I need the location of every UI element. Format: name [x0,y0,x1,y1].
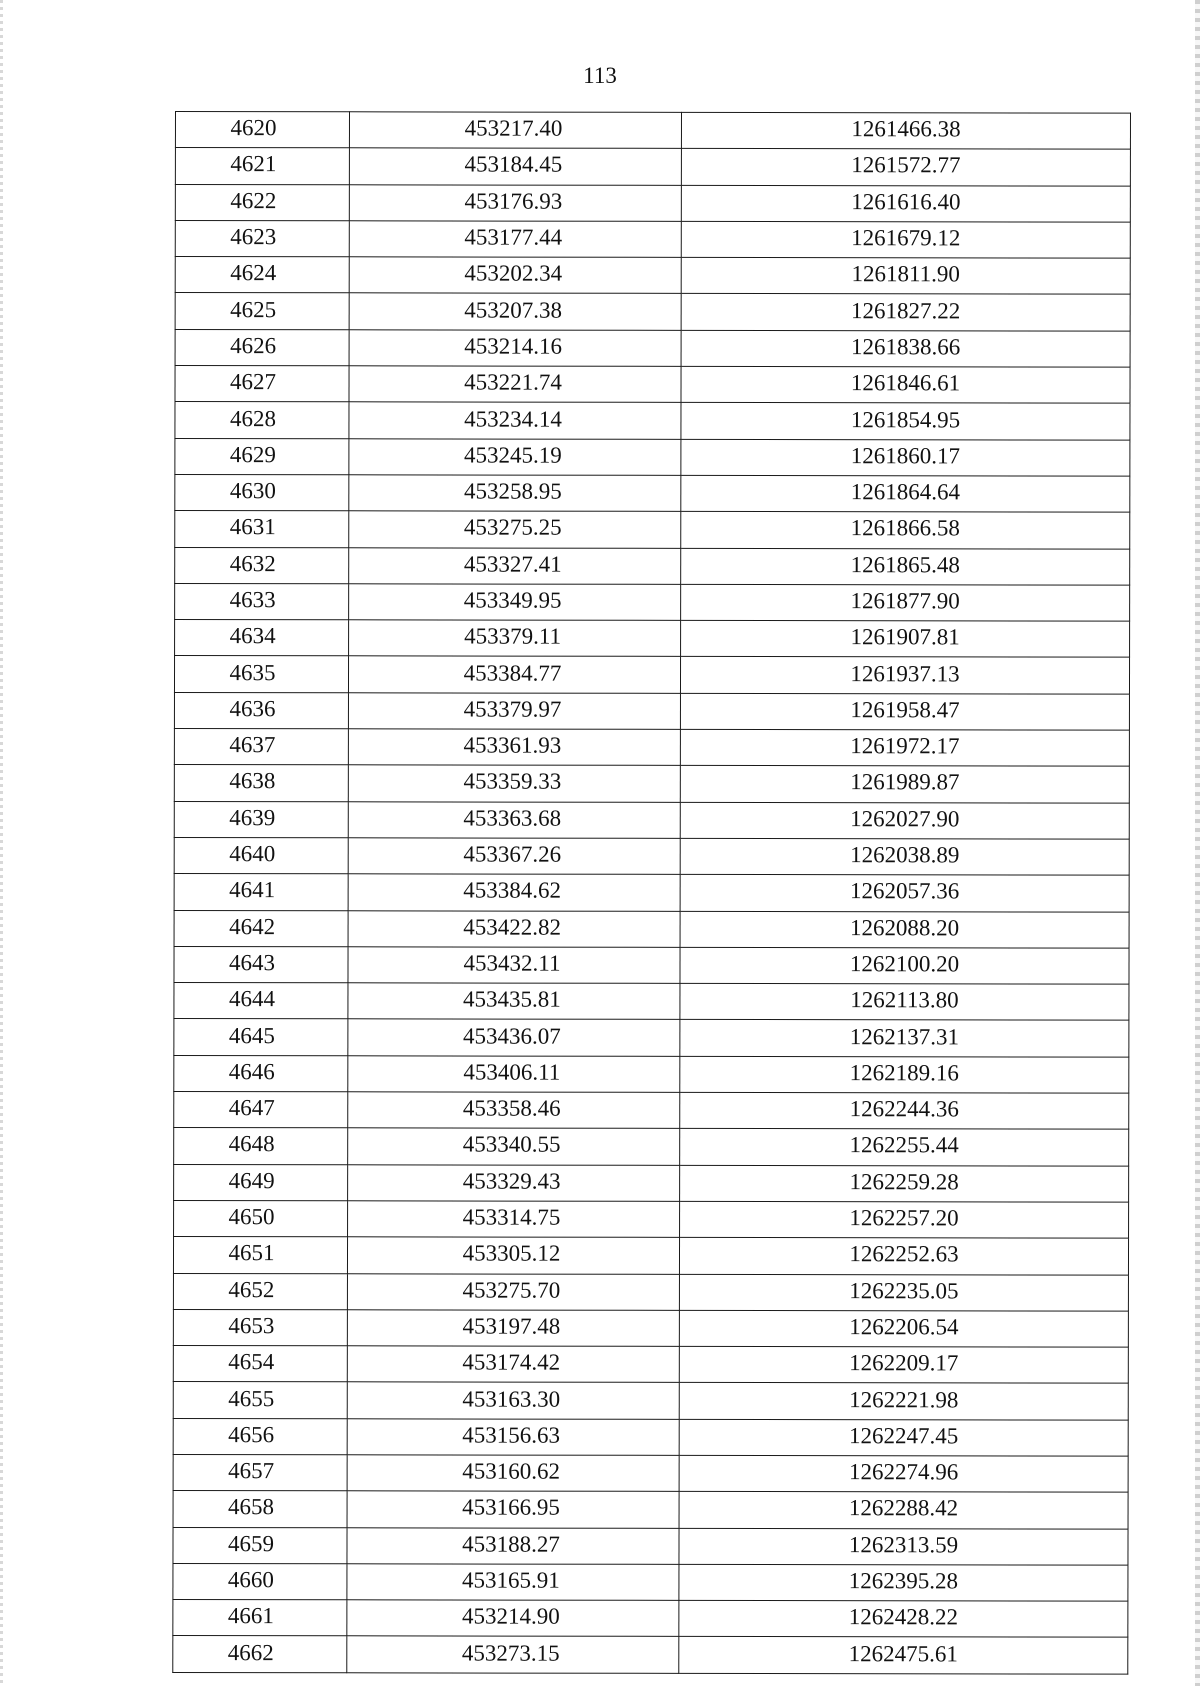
table-row [174,874,1129,912]
x-coordinate-cell: 453207.38 [349,293,681,330]
y-coordinate-cell: 1261838.66 [681,330,1130,367]
y-coordinate-cell: 1261989.87 [680,766,1129,803]
y-coordinate-cell: 1262475.61 [679,1637,1128,1674]
point-id-cell: 4659 [173,1527,347,1564]
y-coordinate-cell: 1262113.80 [680,984,1129,1021]
x-coordinate-cell: 453361.93 [348,729,680,766]
table-row [174,837,1129,875]
point-id-cell: 4623 [175,220,349,257]
point-id-cell: 4657 [173,1454,347,1491]
y-coordinate-cell: 1262244.36 [680,1092,1129,1129]
y-coordinate-cell: 1261877.90 [681,584,1130,621]
coordinate-table [172,111,1131,1674]
x-coordinate-cell: 453217.40 [349,112,681,149]
y-coordinate-cell: 1261907.81 [681,621,1130,658]
table-row [173,1382,1128,1420]
x-coordinate-cell: 453156.63 [347,1418,679,1455]
y-coordinate-cell: 1261854.95 [681,403,1130,440]
scan-edge-right [1195,0,1200,1686]
y-coordinate-cell: 1262057.36 [680,875,1129,912]
x-coordinate-cell: 453422.82 [348,910,680,947]
point-id-cell: 4650 [174,1200,348,1237]
y-coordinate-cell: 1262209.17 [679,1346,1128,1383]
table-row [173,1237,1128,1275]
table-row [174,656,1129,694]
x-coordinate-cell: 453214.90 [347,1600,679,1637]
y-coordinate-cell: 1262235.05 [679,1274,1128,1311]
point-id-cell: 4644 [174,983,348,1020]
table-row [173,1491,1128,1529]
point-id-cell: 4646 [174,1055,348,1092]
table-row [173,1454,1128,1492]
table-row [175,293,1130,331]
point-id-cell: 4643 [174,946,348,983]
point-id-cell: 4641 [174,874,348,911]
y-coordinate-cell: 1262428.22 [679,1601,1128,1638]
point-id-cell: 4652 [173,1273,347,1310]
x-coordinate-cell: 453327.41 [349,547,681,584]
table-row [175,511,1130,549]
y-coordinate-cell: 1262206.54 [679,1310,1128,1347]
point-id-cell: 4656 [173,1418,347,1455]
point-id-cell: 4647 [174,1092,348,1129]
y-coordinate-cell: 1261846.61 [681,366,1130,403]
x-coordinate-cell: 453314.75 [348,1201,680,1238]
point-id-cell: 4638 [174,765,348,802]
x-coordinate-cell: 453340.55 [348,1128,680,1165]
table-row [174,692,1129,730]
page-number: 113 [583,63,617,88]
x-coordinate-cell: 453221.74 [349,366,681,403]
table-row [173,1418,1128,1456]
point-id-cell: 4627 [175,366,349,403]
y-coordinate-cell: 1262259.28 [680,1165,1129,1202]
x-coordinate-cell: 453273.15 [347,1636,679,1673]
table-row [173,1636,1128,1674]
x-coordinate-cell: 453435.81 [348,983,680,1020]
point-id-cell: 4653 [173,1309,347,1346]
y-coordinate-cell: 1261572.77 [681,149,1130,186]
table-row [174,1092,1129,1130]
table-row [175,184,1130,222]
y-coordinate-cell: 1262247.45 [679,1419,1128,1456]
x-coordinate-cell: 453358.46 [348,1092,680,1129]
x-coordinate-cell: 453384.62 [348,874,680,911]
point-id-cell: 4622 [175,184,349,221]
x-coordinate-cell: 453384.77 [348,656,680,693]
point-id-cell: 4634 [175,620,349,657]
table-row [173,1346,1128,1384]
table-row [174,765,1129,803]
table-row [174,910,1129,948]
point-id-cell: 4630 [175,474,349,511]
table-row [174,1200,1129,1238]
point-id-cell: 4655 [173,1382,347,1419]
y-coordinate-cell: 1261860.17 [681,439,1130,476]
x-coordinate-cell: 453305.12 [347,1237,679,1274]
x-coordinate-cell: 453166.95 [347,1491,679,1528]
y-coordinate-cell: 1262257.20 [680,1201,1129,1238]
point-id-cell: 4658 [173,1491,347,1528]
point-id-cell: 4625 [175,293,349,330]
x-coordinate-cell: 453363.68 [348,801,680,838]
x-coordinate-cell: 453436.07 [348,1019,680,1056]
table-row [175,583,1130,621]
y-coordinate-cell: 1261679.12 [681,221,1130,258]
x-coordinate-cell: 453379.11 [349,620,681,657]
point-id-cell: 4624 [175,257,349,294]
table-row [174,1164,1129,1202]
x-coordinate-cell: 453329.43 [348,1164,680,1201]
y-coordinate-cell: 1262288.42 [679,1492,1128,1529]
table-row [175,148,1130,186]
x-coordinate-cell: 453177.44 [349,221,681,258]
x-coordinate-cell: 453245.19 [349,438,681,475]
table-row [174,1055,1129,1093]
table-row [175,366,1130,404]
x-coordinate-cell: 453258.95 [349,475,681,512]
y-coordinate-cell: 1262088.20 [680,911,1129,948]
point-id-cell: 4633 [175,583,349,620]
point-id-cell: 4629 [175,438,349,475]
x-coordinate-cell: 453432.11 [348,947,680,984]
point-id-cell: 4632 [175,547,349,584]
point-id-cell: 4639 [174,801,348,838]
y-coordinate-cell: 1262027.90 [680,802,1129,839]
point-id-cell: 4651 [173,1237,347,1274]
table-row [175,257,1130,295]
x-coordinate-cell: 453406.11 [348,1056,680,1093]
y-coordinate-cell: 1262255.44 [680,1129,1129,1166]
point-id-cell: 4640 [174,837,348,874]
x-coordinate-cell: 453165.91 [347,1564,679,1601]
table-row [175,402,1130,440]
x-coordinate-cell: 453176.93 [349,184,681,221]
table-row [173,1563,1128,1601]
y-coordinate-cell: 1262189.16 [680,1056,1129,1093]
table-row [175,220,1130,258]
y-coordinate-cell: 1262274.96 [679,1455,1128,1492]
x-coordinate-cell: 453379.97 [348,693,680,730]
point-id-cell: 4621 [175,148,349,185]
y-coordinate-cell: 1262100.20 [680,947,1129,984]
point-id-cell: 4637 [174,729,348,766]
point-id-cell: 4645 [174,1019,348,1056]
table-row [174,946,1129,984]
y-coordinate-cell: 1262038.89 [680,838,1129,875]
x-coordinate-cell: 453197.48 [347,1310,679,1347]
point-id-cell: 4635 [174,656,348,693]
x-coordinate-cell: 453160.62 [347,1455,679,1492]
point-id-cell: 4654 [173,1346,347,1383]
table-row [175,620,1130,658]
table-row [173,1600,1128,1638]
x-coordinate-cell: 453349.95 [349,584,681,621]
point-id-cell: 4628 [175,402,349,439]
y-coordinate-cell: 1261958.47 [680,693,1129,730]
y-coordinate-cell: 1261866.58 [681,512,1130,549]
table-row [173,1273,1128,1311]
table-row [175,474,1130,512]
y-coordinate-cell: 1262221.98 [679,1383,1128,1420]
y-coordinate-cell: 1262313.59 [679,1528,1128,1565]
coordinate-table-body [173,112,1131,1674]
x-coordinate-cell: 453163.30 [347,1382,679,1419]
y-coordinate-cell: 1262395.28 [679,1564,1128,1601]
y-coordinate-cell: 1261864.64 [681,475,1130,512]
x-coordinate-cell: 453234.14 [349,402,681,439]
table-row [175,547,1130,585]
table-row [174,1128,1129,1166]
table-row [174,729,1129,767]
point-id-cell: 4642 [174,910,348,947]
scan-edge-left [0,0,3,1686]
x-coordinate-cell: 453174.42 [347,1346,679,1383]
y-coordinate-cell: 1261827.22 [681,294,1130,331]
x-coordinate-cell: 453359.33 [348,765,680,802]
point-id-cell: 4649 [174,1164,348,1201]
point-id-cell: 4661 [173,1600,347,1637]
table-row [174,1019,1129,1057]
point-id-cell: 4631 [175,511,349,548]
y-coordinate-cell: 1261811.90 [681,258,1130,295]
table-row [174,801,1129,839]
x-coordinate-cell: 453275.70 [347,1273,679,1310]
table-row [173,1309,1128,1347]
point-id-cell: 4660 [173,1563,347,1600]
table-row [174,983,1129,1021]
x-coordinate-cell: 453367.26 [348,838,680,875]
point-id-cell: 4636 [174,692,348,729]
y-coordinate-cell: 1261616.40 [681,185,1130,222]
table-row [173,1527,1128,1565]
table-row [175,329,1130,367]
table-row [175,438,1130,476]
x-coordinate-cell: 453214.16 [349,330,681,367]
x-coordinate-cell: 453188.27 [347,1527,679,1564]
point-id-cell: 4662 [173,1636,347,1673]
point-id-cell: 4620 [175,112,349,149]
x-coordinate-cell: 453275.25 [349,511,681,548]
table-row [175,112,1130,150]
point-id-cell: 4648 [174,1128,348,1165]
y-coordinate-cell: 1262137.31 [680,1020,1129,1057]
y-coordinate-cell: 1261865.48 [681,548,1130,585]
x-coordinate-cell: 453184.45 [349,148,681,185]
point-id-cell: 4626 [175,329,349,366]
x-coordinate-cell: 453202.34 [349,257,681,294]
y-coordinate-cell: 1262252.63 [679,1238,1128,1275]
y-coordinate-cell: 1261466.38 [681,112,1130,149]
y-coordinate-cell: 1261937.13 [680,657,1129,694]
y-coordinate-cell: 1261972.17 [680,729,1129,766]
